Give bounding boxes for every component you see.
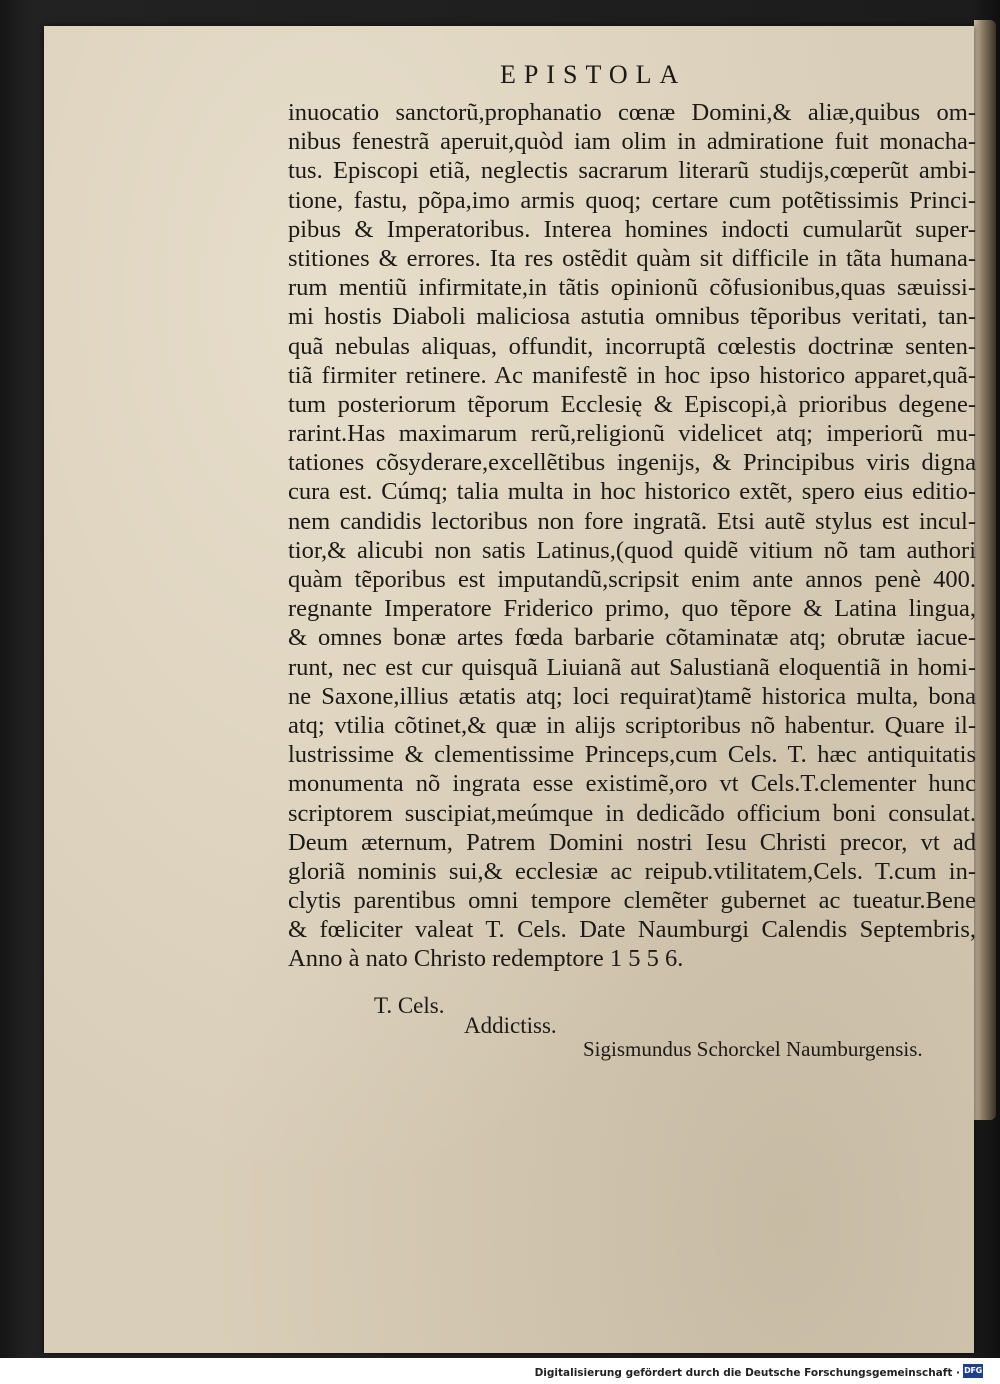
- text-line: rum mentiũ infirmitate,in tãtis opinionũ cõfusionibus,quas sæuissi-: [288, 274, 976, 302]
- epistle-body-text: [288, 98, 976, 974]
- text-line: inuocatio sanctorũ,prophanatio cœnæ Domini,& aliæ,quibus om-: [288, 99, 976, 126]
- text-line: quã nebulas aliquas, offundit, incorruptã cœlestis doctrinæ senten-: [288, 332, 976, 360]
- text-line: atq; vtilia cõtinet,& quæ in alijs scriptoribus nõ habentur. Quare il-: [288, 711, 976, 739]
- text-line: nibus fenestrã aperuit,quòd iam olim in admiratione fuit monacha-: [288, 128, 976, 156]
- text-line: tus. Episcopi etiã, neglectis sacrarum literarũ studijs,cœperũt ambi-: [288, 157, 976, 185]
- text-line: pibus & Imperatoribus. Interea homines indocti cumularũt super-: [288, 215, 976, 243]
- text-line: tione, fastu, põpa,imo armis quoq; certare cum potẽtissimis Princi-: [288, 186, 976, 214]
- text-line: nem candidis lectoribus non fore ingratã. Etsi autẽ stylus est incul-: [288, 507, 976, 535]
- text-line: clytis parentibus omni tempore clemẽter gubernet ac tueatur.Bene: [288, 887, 976, 915]
- text-line: Anno à nato Christo redemptore 1 5 5 6.: [288, 945, 684, 973]
- page-edge: [974, 20, 996, 1120]
- text-line: stitiones & errores. Ita res ostẽdit quàm sit difficile in tãta humana-: [288, 244, 976, 272]
- text-line: cura est. Cúmq; talia multa in hoc historico extẽt, spero eius editio-: [288, 478, 976, 506]
- text-line: runt, nec est cur quisquã Liuianã aut Salustianã eloquentiã in homi-: [288, 653, 976, 681]
- signature-devotion: Addictiss.: [464, 1013, 557, 1038]
- signature-name: Sigismundus Schorckel Naumburgensis.: [583, 1037, 923, 1061]
- text-line: ne Saxone,illius ætatis atq; loci requirat)tamẽ historica multa, bona: [288, 682, 976, 710]
- text-line: & omnes bonæ artes fœda barbarie cõtaminatæ atq; obrutæ iacue-: [288, 624, 976, 652]
- text-line: tum posteriorum tẽporum Ecclesię & Episcopi,à prioribus degene-: [288, 390, 976, 418]
- signature-salutation: T. Cels.: [374, 993, 445, 1018]
- text-line: tationes cõsyderare,excellẽtibus ingenijs, & Principibus viris digna: [288, 449, 976, 477]
- text-line: rarint.Has maximarum rerũ,religionũ videlicet atq; imperiorũ mu-: [288, 420, 976, 448]
- text-line: regnante Imperatore Friderico primo, quo tẽpore & Latina lingua,: [288, 595, 976, 623]
- digitization-credit: Digitalisierung gefördert durch die Deutsche Forschungsgemeinschaft ·: [534, 1367, 960, 1379]
- text-line: lustrissime & clementissime Princeps,cum Cels. T. hæc antiquitatis: [288, 741, 976, 769]
- text-line: quàm tẽporibus est imputandũ,scripsit enim ante annos penè 400.: [288, 566, 976, 593]
- text-line: Deum æternum, Patrem Domini nostri Iesu Christi precor, vt ad: [288, 828, 976, 856]
- text-line: scriptorem suscipiat,meúmque in dedicãdo officium boni consulat.: [288, 799, 976, 827]
- text-line: gloriã nominis sui,& ecclesiæ ac reipub.vtilitatem,Cels. T.cum in-: [288, 857, 976, 885]
- running-head: EPISTOLA: [500, 60, 687, 89]
- text-line: & fœliciter valeat T. Cels. Date Naumburgi Calendis Septembris,: [288, 916, 976, 944]
- text-line: monumenta nõ ingrata esse existimẽ,oro vt Cels.T.clementer hunc: [288, 770, 976, 798]
- dfg-logo: DFG: [963, 1364, 983, 1378]
- text-line: tior,& alicubi non satis Latinus,(quod quidẽ vitium nõ tam authori: [288, 536, 976, 564]
- text-line: mi hostis Diaboli maliciosa astutia omnibus tẽporibus veritati, tan-: [288, 303, 976, 331]
- text-line: tiã firmiter retinere. Ac manifestẽ in hoc ipso historico apparet,quã-: [288, 361, 976, 389]
